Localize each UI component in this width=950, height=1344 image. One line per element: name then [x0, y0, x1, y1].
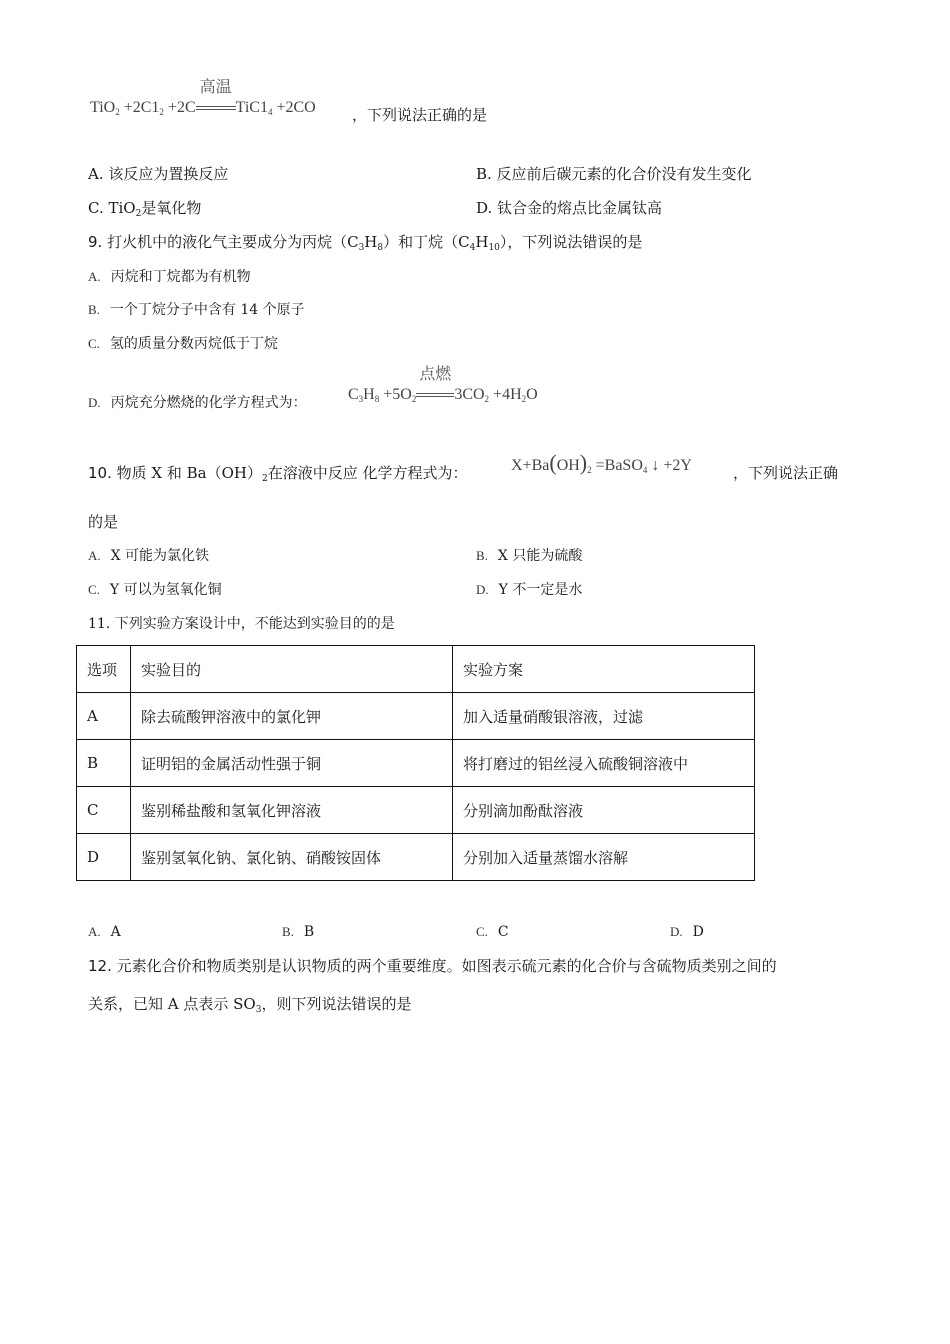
q11-option-d: D. D [670, 924, 704, 940]
table-row [77, 740, 755, 787]
q9-option-d: D. 丙烷充分燃烧的化学方程式为： [88, 395, 307, 411]
q8-option-c: C. TiO$_2$是氧化物 [88, 199, 202, 219]
table-cell: 将打磨过的铝丝浸入硫酸铜溶液中 [453, 740, 755, 787]
q11-option-b: B. B [282, 924, 315, 940]
q8-option-b: B. 反应前后碳元素的化合价没有发生变化 [476, 165, 752, 183]
table-cell: 加入适量硝酸银溶液，过滤 [453, 693, 755, 740]
table-header-cell: 实验方案 [453, 646, 755, 693]
table-cell: 分别滴加酚酞溶液 [453, 787, 755, 834]
table-header-row [77, 646, 755, 693]
q8-option-a: A. 该反应为置换反应 [88, 165, 229, 183]
q10-question: 10. 物质 X 和 $Ba(OH)_2$在溶液中反应 化学方程式为： [88, 464, 468, 484]
q10-option-a: A. X 可能为氯化铁 [88, 548, 210, 564]
table-header-cell: 选项 [77, 646, 131, 693]
q12-question-line1: 12. 元素化合价和物质类别是认识物质的两个重要维度。如图表示硫元素的化合价与含硫物质类别之间的 [88, 957, 777, 975]
q9-question: 9. 打火机中的液化气主要成分为丙烷$(C_3H_8)$和丁烷$(C_4H_{10})$，下列说法错误的是 [88, 233, 643, 253]
q10-question-tail: ，下列说法正确 [733, 464, 839, 482]
table-cell: 鉴别稀盐酸和氢氧化钾溶液 [131, 787, 453, 834]
q10-option-c: C. Y 可以为氢氧化铜 [88, 582, 222, 598]
table-header-cell: 实验目的 [131, 646, 453, 693]
q12-question-line2: 关系，已知 A 点表示 $SO_3$，则下列说法错误的是 [88, 995, 412, 1015]
table-cell: D [77, 834, 131, 881]
table-row [77, 834, 755, 881]
q8-equation: $TiO_2 +2C1_2 +2C$ 高温 $TiC1_4 +2CO$ [90, 79, 316, 117]
table-cell: A [77, 693, 131, 740]
table-row [77, 787, 755, 834]
q10-option-d: D. Y 不一定是水 [476, 582, 583, 598]
table-cell: 分别加入适量蒸馏水溶解 [453, 834, 755, 881]
q9-reaction-condition: 点燃 [416, 385, 454, 405]
q9-combustion-equation: $C_3H_8 +5O_2$ 点燃 $3CO_2 +4H_2O$ [348, 366, 538, 404]
q11-experiment-table [76, 645, 755, 881]
q9-option-b: B. 一个丁烷分子中含有 14 个原子 [88, 302, 305, 318]
q8-reaction-condition: 高温 [196, 98, 236, 118]
q11-option-a: A. A [88, 924, 121, 940]
q9-option-c: C. 氢的质量分数丙烷低于丁烷 [88, 336, 278, 352]
q11-question: 11. 下列实验方案设计中，不能达到实验目的的是 [88, 616, 395, 632]
q9-option-a: A. 丙烷和丁烷都为有机物 [88, 269, 251, 285]
q10-question-line2: 的是 [88, 513, 119, 531]
table-row [77, 693, 755, 740]
q10-equation: $X+Ba(OH)_2$ =BaSO$_4$ ↓ +2Y [511, 450, 692, 475]
q10-option-b: B. X 只能为硫酸 [476, 548, 583, 564]
table-cell: 除去硫酸钾溶液中的氯化钾 [131, 693, 453, 740]
table-cell: 证明铝的金属活动性强于铜 [131, 740, 453, 787]
q8-question-tail: ，下列说法正确的是 [352, 106, 488, 124]
table-cell: 鉴别氢氧化钠、氯化钠、硝酸铵固体 [131, 834, 453, 881]
q11-option-c: C. C [476, 924, 509, 940]
table-cell: C [77, 787, 131, 834]
q8-option-d: D. 钛合金的熔点比金属钛高 [476, 199, 663, 217]
table-cell: B [77, 740, 131, 787]
